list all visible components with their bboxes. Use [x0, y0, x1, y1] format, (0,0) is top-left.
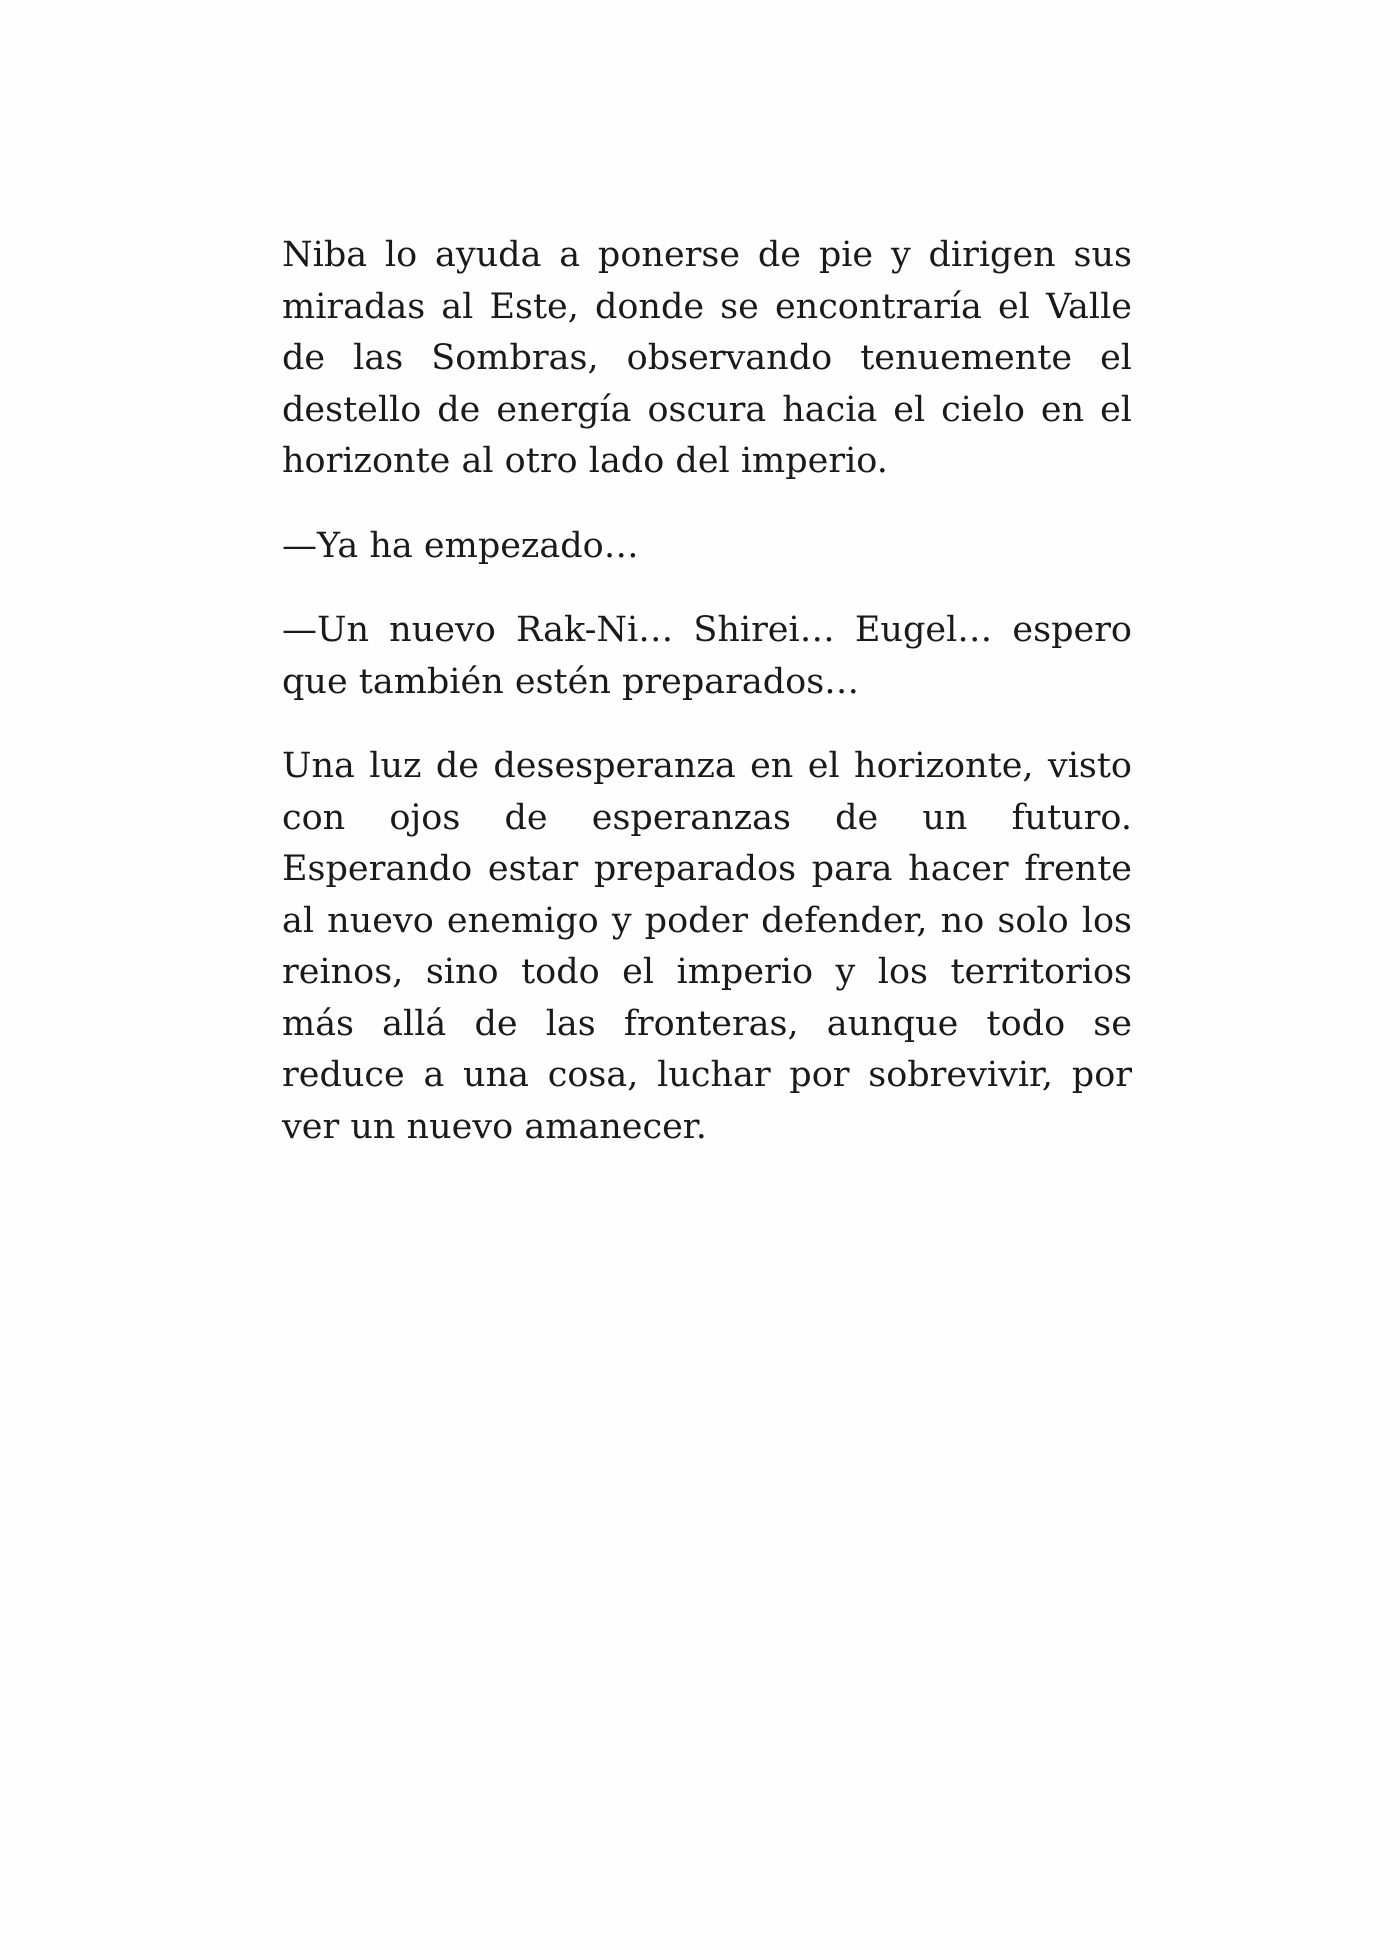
page-body-text — [282, 230, 1132, 1153]
paragraph-dialogue-1: —Ya ha empezado… — [282, 525, 639, 566]
paragraph-narration-2: Una luz de desesperanza en el horizonte, visto con ojos de esperanzas de un futuro. Esperando estar preparados para hacer frente al nuevo enemigo y poder defender, no solo los reinos, sino todo el imperio y los territorios más allá de las fronteras, aunque todo se reduce a una cosa, luchar por sobrevivir, por ver un nuevo amanecer. — [282, 746, 1132, 1147]
paragraph-narration-1: Niba lo ayuda a ponerse de pie y dirigen sus miradas al Este, donde se encontraría el Valle de las Sombras, observando tenuemente el destello de energía oscura hacia el cielo en el horizonte al otro lado del imperio. — [282, 235, 1132, 481]
paragraph-dialogue-2: —Un nuevo Rak-Ni… Shirei… Eugel… espero que también estén preparados… — [282, 610, 1132, 702]
